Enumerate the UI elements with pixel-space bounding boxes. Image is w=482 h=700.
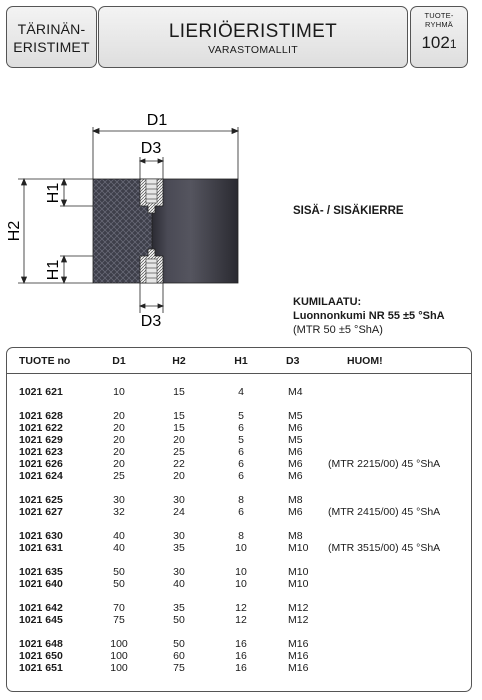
table-row: [7, 410, 471, 422]
cell-d3: M6: [288, 446, 303, 458]
cell-d3: M12: [288, 614, 309, 626]
cell-h1: 6: [238, 422, 244, 434]
product-group-suffix: 1: [449, 37, 457, 51]
cell-product-no: 1021 650: [19, 650, 63, 662]
cell-h2: 22: [173, 458, 185, 470]
table-row: [7, 434, 471, 446]
cell-note: (MTR 2215/00) 45 °ShA: [328, 458, 441, 470]
cell-d3: M10: [288, 566, 309, 578]
cell-h2: 24: [173, 506, 185, 518]
cell-product-no: 1021 628: [19, 410, 63, 422]
cell-h1: 16: [235, 662, 247, 674]
col-header-note: HUOM!: [347, 355, 383, 367]
cell-product-no: 1021 621: [19, 386, 63, 398]
table-row: [7, 446, 471, 458]
cell-h1: 4: [238, 386, 244, 398]
cell-product-no: 1021 635: [19, 566, 63, 578]
cell-product-no: 1021 640: [19, 578, 63, 590]
cell-d1: 20: [113, 458, 125, 470]
cell-h1: 8: [238, 494, 244, 506]
cell-d1: 100: [110, 638, 128, 650]
dim-h1-bottom-label: H1: [45, 259, 62, 281]
col-header-d1: D1: [112, 355, 126, 367]
cell-d1: 50: [113, 566, 125, 578]
cell-h2: 30: [173, 530, 185, 542]
cell-h2: 75: [173, 662, 185, 674]
col-header-d3: D3: [286, 355, 300, 367]
cell-product-no: 1021 630: [19, 530, 63, 542]
cell-d3: M16: [288, 650, 309, 662]
bottom-thread-hole: [146, 259, 157, 283]
cell-d3: M16: [288, 662, 309, 674]
cell-d1: 100: [110, 650, 128, 662]
cell-d3: M16: [288, 638, 309, 650]
table-row: [7, 422, 471, 434]
dim-d3-bottom-label: D3: [140, 313, 162, 330]
product-group-label-2: RYHMÄ: [425, 20, 453, 29]
cell-d3: M5: [288, 410, 303, 422]
table-row: [7, 602, 471, 614]
cell-h2: 15: [173, 422, 185, 434]
cell-product-no: 1021 629: [19, 434, 63, 446]
cell-d3: M10: [288, 542, 309, 554]
category-line-1: TÄRINÄN-: [17, 21, 86, 37]
product-group-box: [410, 6, 468, 68]
cell-h1: 6: [238, 458, 244, 470]
cell-h2: 30: [173, 494, 185, 506]
table-row: [7, 494, 471, 506]
rubber-grade-title: KUMILAATU:: [293, 296, 362, 308]
cell-d3: M8: [288, 530, 303, 542]
cell-h2: 40: [173, 578, 185, 590]
cell-d1: 70: [113, 602, 125, 614]
cell-product-no: 1021 651: [19, 662, 63, 674]
page-title: LIERIÖERISTIMET: [168, 21, 338, 42]
cell-h2: 15: [173, 410, 185, 422]
product-group-main: 102: [421, 33, 450, 52]
cell-d1: 10: [113, 386, 125, 398]
product-table: [6, 347, 472, 692]
cell-d3: M8: [288, 494, 303, 506]
cell-d3: M5: [288, 434, 303, 446]
cell-note: (MTR 3515/00) 45 °ShA: [328, 542, 441, 554]
cell-product-no: 1021 626: [19, 458, 63, 470]
cell-product-no: 1021 623: [19, 446, 63, 458]
product-group-label-1: TUOTE-: [424, 11, 454, 20]
col-header-product-no: TUOTE no: [19, 355, 71, 367]
cell-product-no: 1021 624: [19, 470, 63, 482]
cell-d3: M6: [288, 422, 303, 434]
cell-d1: 20: [113, 434, 125, 446]
cell-d1: 50: [113, 578, 125, 590]
cell-h1: 5: [238, 410, 244, 422]
cell-h1: 6: [238, 446, 244, 458]
dim-d3-top-label: D3: [140, 140, 162, 157]
top-thread-hole: [146, 179, 157, 203]
title-box: [98, 6, 408, 68]
cell-h2: 20: [173, 470, 185, 482]
cell-h2: 35: [173, 602, 185, 614]
cell-h1: 16: [235, 650, 247, 662]
cell-d3: M6: [288, 506, 303, 518]
cell-d1: 20: [113, 446, 125, 458]
cell-h2: 60: [173, 650, 185, 662]
table-row: [7, 458, 471, 470]
cell-d1: 100: [110, 662, 128, 674]
cell-h1: 10: [235, 578, 247, 590]
cell-h1: 12: [235, 614, 247, 626]
col-header-h2: H2: [172, 355, 186, 367]
dim-d1-label: D1: [146, 112, 168, 129]
cell-d3: M6: [288, 458, 303, 470]
category-box: [6, 6, 97, 68]
cell-d1: 40: [113, 530, 125, 542]
cell-h2: 20: [173, 434, 185, 446]
cell-h1: 12: [235, 602, 247, 614]
cell-h2: 25: [173, 446, 185, 458]
cell-h1: 10: [235, 566, 247, 578]
table-row: [7, 638, 471, 650]
cell-h1: 16: [235, 638, 247, 650]
cell-d1: 20: [113, 422, 125, 434]
dim-h1-top-label: H1: [45, 182, 62, 204]
cell-h1: 5: [238, 434, 244, 446]
cell-d3: M4: [288, 386, 303, 398]
cell-d3: M6: [288, 470, 303, 482]
cell-h2: 15: [173, 386, 185, 398]
cell-product-no: 1021 631: [19, 542, 63, 554]
cell-product-no: 1021 625: [19, 494, 63, 506]
cell-h2: 30: [173, 566, 185, 578]
technical-drawing: [0, 95, 300, 345]
cell-d1: 75: [113, 614, 125, 626]
table-row: [7, 386, 471, 398]
table-row: [7, 650, 471, 662]
table-row: [7, 530, 471, 542]
cell-product-no: 1021 648: [19, 638, 63, 650]
table-row: [7, 614, 471, 626]
cell-d3: M12: [288, 602, 309, 614]
category-line-2: ERISTIMET: [13, 39, 90, 55]
cell-d1: 25: [113, 470, 125, 482]
rubber-grade-alternative: (MTR 50 ±5 °ShA): [293, 324, 383, 336]
cell-h1: 6: [238, 470, 244, 482]
cell-product-no: 1021 642: [19, 602, 63, 614]
cell-note: (MTR 2415/00) 45 °ShA: [328, 506, 441, 518]
cylinder-body: [152, 179, 238, 283]
table-row: [7, 542, 471, 554]
cell-h2: 35: [173, 542, 185, 554]
cell-h1: 8: [238, 530, 244, 542]
table-row: [7, 566, 471, 578]
cell-product-no: 1021 627: [19, 506, 63, 518]
cell-product-no: 1021 622: [19, 422, 63, 434]
cell-d1: 20: [113, 410, 125, 422]
rubber-grade-value: Luonnonkumi NR 55 ±5 °ShA: [293, 310, 445, 322]
table-header: [7, 348, 471, 374]
thread-type-label: SISÄ- / SISÄKIERRE: [293, 205, 404, 217]
table-row: [7, 506, 471, 518]
cell-d3: M10: [288, 578, 309, 590]
page-subtitle: VARASTOMALLIT: [208, 44, 298, 56]
dim-h2-label: H2: [6, 220, 23, 242]
cell-h1: 10: [235, 542, 247, 554]
table-row: [7, 470, 471, 482]
cell-h1: 6: [238, 506, 244, 518]
cell-d1: 32: [113, 506, 125, 518]
cell-h2: 50: [173, 614, 185, 626]
cell-product-no: 1021 645: [19, 614, 63, 626]
table-row: [7, 578, 471, 590]
table-row: [7, 662, 471, 674]
cell-h2: 50: [173, 638, 185, 650]
product-group-number: [411, 33, 467, 53]
cell-d1: 30: [113, 494, 125, 506]
cell-d1: 40: [113, 542, 125, 554]
col-header-h1: H1: [234, 355, 248, 367]
